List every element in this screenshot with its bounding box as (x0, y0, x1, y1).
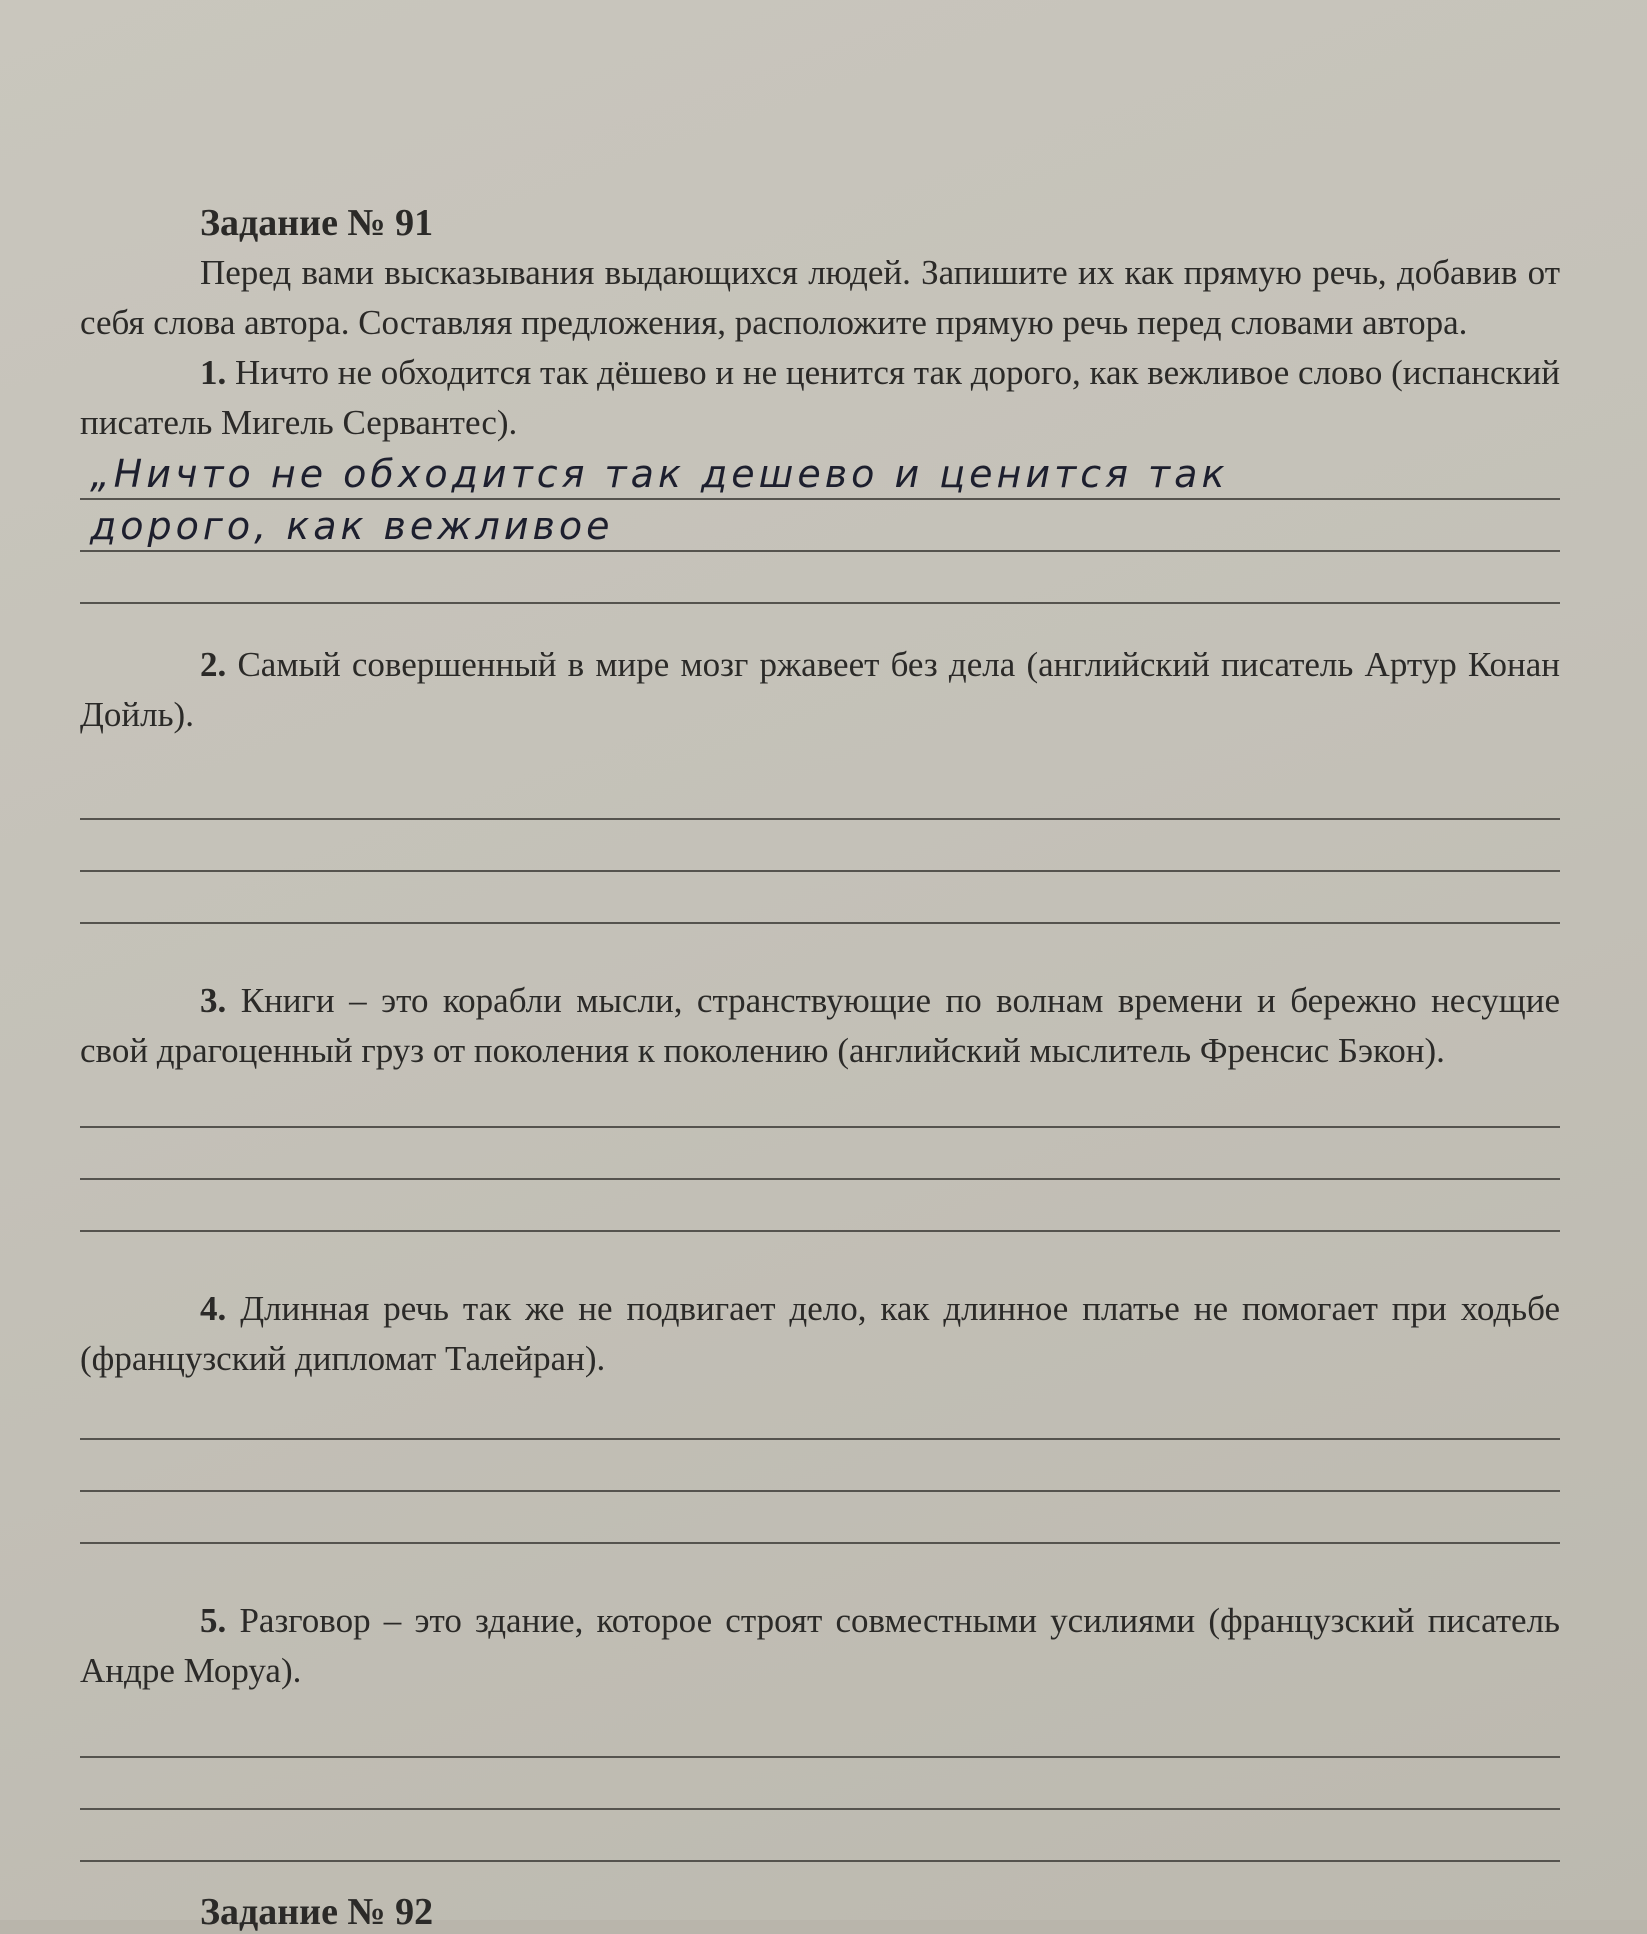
quote-text-3 (80, 976, 1560, 1076)
answer-line[interactable] (80, 500, 1560, 552)
answer-line[interactable] (80, 552, 1560, 604)
answer-lines-2 (80, 768, 1560, 924)
quote-4: Длинная речь так же не подвигает дело, как длинное платье не помогает при ходьбе (французский дипломат Талейран). (80, 1289, 1561, 1378)
answer-lines-1 (80, 448, 1560, 604)
item-number-4: 4. (200, 1289, 227, 1328)
quote-1: Ничто не обходится так дёшево и не ценится так дорого, как вежливое слово (испанский писатель Мигель Сервантес). (80, 353, 1561, 442)
answer-line[interactable] (80, 1440, 1560, 1492)
answer-line[interactable] (80, 1128, 1560, 1180)
exercise-item-1 (80, 348, 1560, 604)
quote-text-2 (80, 640, 1560, 740)
quote-5: Разговор – это здание, которое строят совместными усилиями (французский писатель Андре Моруа). (80, 1601, 1561, 1690)
answer-line[interactable] (80, 1492, 1560, 1544)
answer-line[interactable] (80, 448, 1560, 500)
answer-line[interactable] (80, 872, 1560, 924)
item-number-1: 1. (200, 353, 227, 392)
answer-lines-4 (80, 1388, 1560, 1544)
quote-2: Самый совершенный в мире мозг ржавеет без дела (английский писатель Артур Конан Дойль). (80, 645, 1560, 734)
answer-lines-5 (80, 1706, 1560, 1862)
answer-line[interactable] (80, 768, 1560, 820)
handwritten-answer-line-2: дорого, как вежливое (90, 504, 614, 548)
exercise-item-4 (80, 1284, 1560, 1544)
answer-line[interactable] (80, 1810, 1560, 1862)
exercise-item-3 (80, 976, 1560, 1232)
answer-line[interactable] (80, 1076, 1560, 1128)
quote-text-4 (80, 1284, 1560, 1384)
item-number-3: 3. (200, 981, 227, 1020)
item-number-5: 5. (200, 1601, 227, 1640)
task-instructions: Перед вами высказывания выдающихся людей. Запишите их как прямую речь, добавив от себя слова автора. Составляя предложения, расположите прямую речь перед словами автора. (80, 253, 1560, 342)
quote-3: Книги – это корабли мысли, странствующие по волнам времени и бережно несущие свой драгоценный груз от поколения к поколению (английский мыслитель Френсис Бэкон). (80, 981, 1560, 1070)
quote-text-5 (80, 1596, 1560, 1696)
answer-line[interactable] (80, 820, 1560, 872)
next-task-title: Задание № 92 (200, 1891, 434, 1933)
item-number-2: 2. (200, 645, 227, 684)
exercise-item-2 (80, 640, 1560, 924)
task-title: Задание № 91 (200, 202, 434, 244)
answer-line[interactable] (80, 1180, 1560, 1232)
answer-lines-3 (80, 1076, 1560, 1232)
answer-line[interactable] (80, 1388, 1560, 1440)
quote-text-1 (80, 348, 1560, 448)
answer-line[interactable] (80, 1706, 1560, 1758)
answer-line[interactable] (80, 1758, 1560, 1810)
exercise-item-5 (80, 1596, 1560, 1862)
task-content (80, 200, 1560, 1862)
handwritten-answer-line-1: „Ничто не обходится так дешево и ценится так (90, 452, 1229, 496)
